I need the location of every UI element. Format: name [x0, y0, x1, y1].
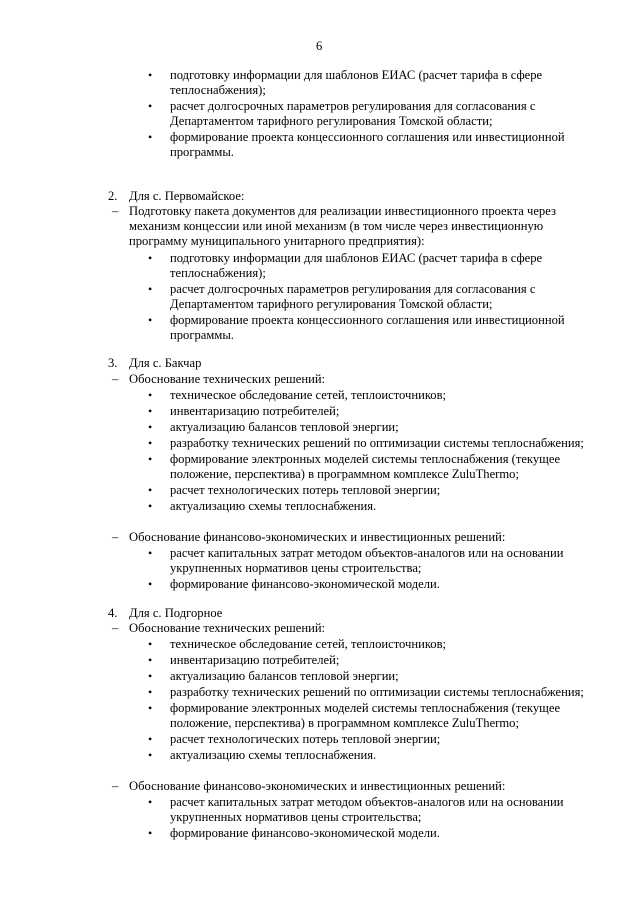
- list-item: расчет долгосрочных параметров регулирования для согласования с: [170, 282, 536, 296]
- bullet-marker: •: [148, 669, 153, 683]
- section-heading: Для с. Бакчар: [129, 356, 202, 370]
- bullet-marker: •: [148, 99, 153, 113]
- bullet-marker: •: [148, 68, 153, 82]
- bullet-marker: •: [148, 404, 153, 418]
- list-item: формирование финансово-экономической модели.: [170, 826, 440, 840]
- list-item: Обоснование технических решений:: [129, 621, 326, 635]
- dash-marker: –: [112, 779, 119, 793]
- section-number: 2.: [108, 189, 118, 203]
- bullet-marker: •: [148, 313, 153, 327]
- list-item: техническое обследование сетей, теплоисточников;: [170, 637, 447, 651]
- list-item-cont: Департаментом тарифного регулирования Томской области;: [170, 297, 493, 311]
- list-item-cont: программы.: [170, 145, 234, 159]
- list-item: разработку технических решений по оптимизации системы теплоснабжения;: [170, 436, 584, 450]
- page-number: 6: [316, 39, 323, 53]
- list-item: Обоснование финансово-экономических и инвестиционных решений:: [129, 779, 506, 793]
- list-item: инвентаризацию потребителей;: [170, 404, 340, 418]
- list-item: актуализацию балансов тепловой энергии;: [170, 669, 399, 683]
- bullet-marker: •: [148, 388, 153, 402]
- list-item: актуализацию схемы теплоснабжения.: [170, 748, 377, 762]
- list-item: формирование электронных моделей системы теплоснабжения (текущее: [170, 452, 561, 466]
- list-item: Обоснование финансово-экономических и инвестиционных решений:: [129, 530, 506, 544]
- bullet-marker: •: [148, 130, 153, 144]
- bullet-marker: •: [148, 499, 153, 513]
- bullet-marker: •: [148, 653, 153, 667]
- bullet-marker: •: [148, 251, 153, 265]
- list-item-cont: положение, перспектива) в программном комплексе ZuluThermo;: [170, 716, 519, 730]
- dash-marker: –: [112, 204, 119, 218]
- list-item: расчет технологических потерь тепловой энергии;: [170, 732, 441, 746]
- list-item: разработку технических решений по оптимизации системы теплоснабжения;: [170, 685, 584, 699]
- list-item: техническое обследование сетей, теплоисточников;: [170, 388, 447, 402]
- list-item: формирование электронных моделей системы теплоснабжения (текущее: [170, 701, 561, 715]
- bullet-marker: •: [148, 420, 153, 434]
- list-item: Обоснование технических решений:: [129, 372, 326, 386]
- list-item: расчет долгосрочных параметров регулирования для согласования с: [170, 99, 536, 113]
- bullet-marker: •: [148, 452, 153, 466]
- bullet-marker: •: [148, 637, 153, 651]
- list-item-cont: положение, перспектива) в программном комплексе ZuluThermo;: [170, 467, 519, 481]
- list-item-cont: программы.: [170, 328, 234, 342]
- list-item-cont: укрупненных нормативов цены строительства;: [170, 561, 422, 575]
- list-item: формирование финансово-экономической модели.: [170, 577, 440, 591]
- bullet-marker: •: [148, 795, 153, 809]
- dash-marker: –: [112, 530, 119, 544]
- list-item: подготовку информации для шаблонов ЕИАС (расчет тарифа в сфере: [170, 251, 543, 265]
- list-item: инвентаризацию потребителей;: [170, 653, 340, 667]
- bullet-marker: •: [148, 732, 153, 746]
- list-item-cont: механизм концессии или иной механизм (в том числе через инвестиционную: [129, 219, 544, 233]
- bullet-marker: •: [148, 436, 153, 450]
- list-item-cont: теплоснабжения);: [170, 266, 266, 280]
- bullet-marker: •: [148, 546, 153, 560]
- list-item: расчет капитальных затрат методом объектов-аналогов или на основании: [170, 795, 564, 809]
- list-item: расчет технологических потерь тепловой энергии;: [170, 483, 441, 497]
- dash-marker: –: [112, 621, 119, 635]
- bullet-marker: •: [148, 701, 153, 715]
- list-item: расчет капитальных затрат методом объектов-аналогов или на основании: [170, 546, 564, 560]
- list-item-cont: программу муниципального унитарного предприятия):: [129, 234, 425, 248]
- section-heading: Для с. Подгорное: [129, 606, 223, 620]
- bullet-marker: •: [148, 826, 153, 840]
- section-heading: Для с. Первомайское:: [129, 189, 245, 203]
- list-item: Подготовку пакета документов для реализации инвестиционного проекта через: [129, 204, 556, 218]
- list-item: подготовку информации для шаблонов ЕИАС (расчет тарифа в сфере: [170, 68, 543, 82]
- section-number: 4.: [108, 606, 118, 620]
- list-item-cont: теплоснабжения);: [170, 83, 266, 97]
- list-item-cont: Департаментом тарифного регулирования Томской области;: [170, 114, 493, 128]
- list-item: актуализацию балансов тепловой энергии;: [170, 420, 399, 434]
- bullet-marker: •: [148, 282, 153, 296]
- bullet-marker: •: [148, 577, 153, 591]
- dash-marker: –: [112, 372, 119, 386]
- list-item: формирование проекта концессионного соглашения или инвестиционной: [170, 313, 565, 327]
- list-item: формирование проекта концессионного соглашения или инвестиционной: [170, 130, 565, 144]
- bullet-marker: •: [148, 685, 153, 699]
- list-item-cont: укрупненных нормативов цены строительства;: [170, 810, 422, 824]
- list-item: актуализацию схемы теплоснабжения.: [170, 499, 377, 513]
- section-number: 3.: [108, 356, 118, 370]
- bullet-marker: •: [148, 748, 153, 762]
- bullet-marker: •: [148, 483, 153, 497]
